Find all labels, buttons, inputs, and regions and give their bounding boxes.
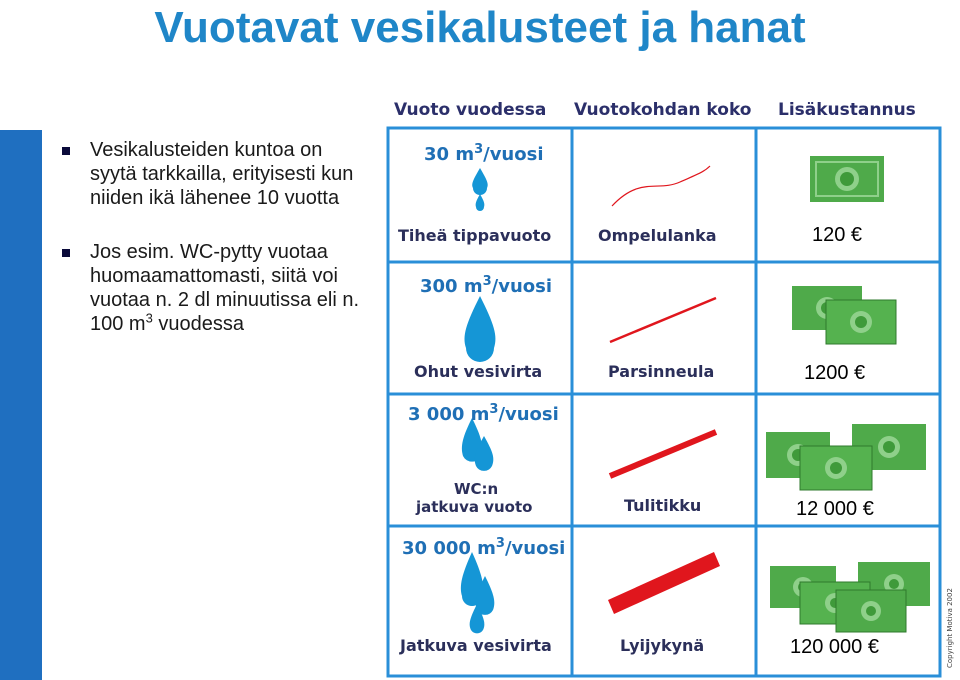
extra-cost: 12 000 € <box>796 498 874 520</box>
left-accent-bar <box>0 130 42 680</box>
copyright-note: Copyright Motiva 2002 <box>946 588 954 668</box>
needle-icon <box>610 298 716 342</box>
water-drop-icon <box>476 194 485 211</box>
water-drop-icon <box>465 296 496 362</box>
leak-rate: 30 $m^3$/vuosi <box>424 142 544 165</box>
bullet-item <box>62 240 372 336</box>
leak-cost-table <box>380 96 960 680</box>
pencil-icon <box>608 552 720 614</box>
table-graphics <box>380 96 960 680</box>
leak-type: Ohut vesivirta <box>414 362 543 381</box>
extra-cost: 1200 € <box>804 362 866 384</box>
leak-rate: 3 000 $m^3$/vuosi <box>408 402 559 425</box>
money-bill-icon <box>810 156 884 202</box>
leak-type-line1: WC:n <box>454 480 499 498</box>
water-drop-icon <box>472 168 487 195</box>
leak-type-line2: jatkuva vuoto <box>416 498 533 516</box>
header-leak-size: Vuotokohdan koko <box>574 100 752 120</box>
leak-type: Jatkuva vesivirta <box>400 636 552 655</box>
bullet-item <box>62 138 372 210</box>
match-icon <box>610 432 716 476</box>
leak-size: Parsinneula <box>608 362 715 381</box>
money-bill-icon <box>836 590 906 632</box>
header-extra-cost: Lisäkustannus <box>778 100 916 120</box>
leak-size: Tulitikku <box>624 496 702 515</box>
bullet-square-icon <box>62 249 70 257</box>
bullet-square-icon <box>62 147 70 155</box>
leak-size: Ompelulanka <box>598 226 717 245</box>
extra-cost: 120 € <box>812 224 863 246</box>
leak-rate: 30 000 $m^3$/vuosi <box>402 536 566 559</box>
bullet-list <box>62 138 372 366</box>
header-leak-per-year: Vuoto vuodessa <box>394 100 547 120</box>
extra-cost: 120 000 € <box>790 636 879 658</box>
money-bill-icon <box>800 446 872 490</box>
thread-icon <box>612 166 710 206</box>
leak-type: Tiheä tippavuoto <box>398 226 552 245</box>
money-bill-icon <box>826 300 896 344</box>
page-title: Vuotavat vesikalusteet ja hanat <box>154 3 806 52</box>
leak-size: Lyijykynä <box>620 636 705 655</box>
bullet-text: Jos esim. WC-pytty vuotaa huomaamattomasti, siitä voi vuotaa n. 2 dl minuutissa eli n. 100 $m^3$ vuodessa <box>90 241 360 335</box>
bullet-text: Vesikalusteiden kuntoa on syytä tarkkailla, erityisesti kun niiden ikä lähenee 10 vuotta <box>90 139 354 209</box>
leak-rate: 300 $m^3$/vuosi <box>420 274 553 297</box>
